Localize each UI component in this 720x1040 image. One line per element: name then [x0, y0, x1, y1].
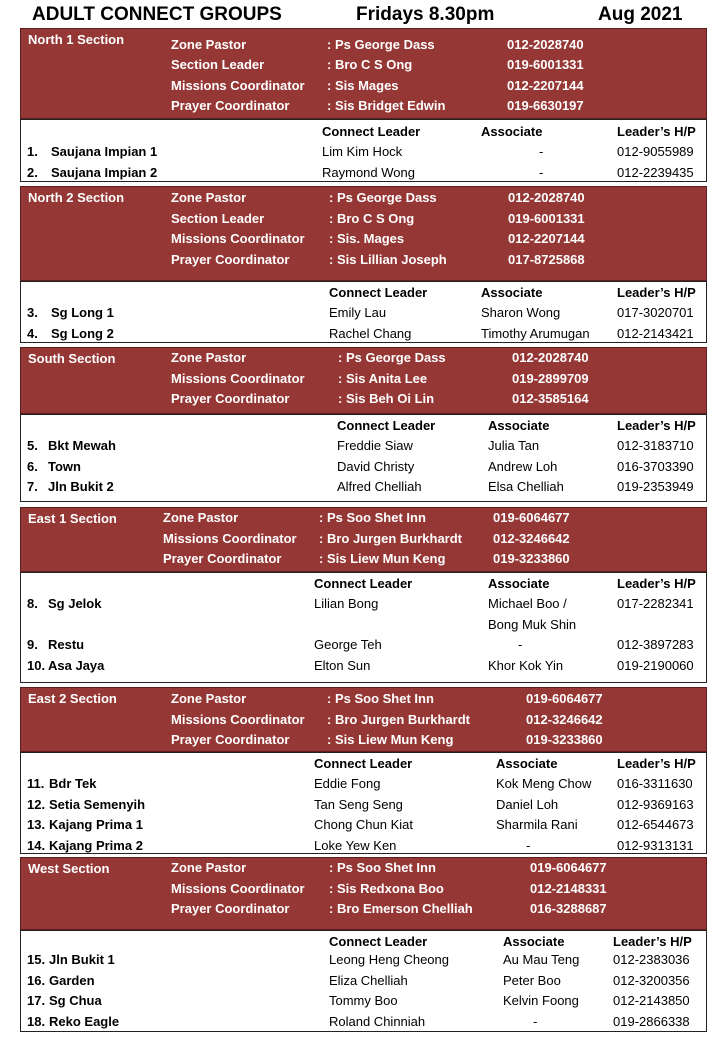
group-number: 3.	[27, 305, 38, 320]
group-number: 1.	[27, 144, 38, 159]
col-header-associate: Associate	[496, 756, 558, 771]
group-row	[21, 838, 706, 858]
section-role-row	[21, 712, 706, 732]
group-number: 18.	[27, 1013, 46, 1029]
leader-phone: 012-3200356	[613, 972, 690, 988]
table-header	[21, 756, 706, 774]
schedule-date: Aug 2021	[598, 4, 683, 25]
group-name: Kajang Prima 2	[49, 837, 143, 853]
connect-leader: Eddie Fong	[314, 776, 381, 791]
role-person: : Ps Soo Shet Inn	[327, 691, 434, 706]
connect-leader: Chong Chun Kiat	[314, 817, 414, 832]
group-number: 5.	[27, 438, 38, 453]
role-phone: 012-2207144	[507, 77, 584, 93]
section-role-row	[21, 57, 706, 77]
role-phone: 016-3288687	[530, 901, 607, 916]
role-label: Missions Coordinator	[163, 530, 297, 546]
role-label: Section Leader	[171, 57, 265, 73]
col-header-associate: Associate	[481, 124, 543, 139]
group-row	[21, 305, 706, 325]
role-phone: 019-3233860	[493, 551, 570, 566]
associate: -	[539, 144, 544, 159]
table-header	[21, 418, 706, 436]
group-row	[21, 479, 706, 499]
group-name: Sg Jelok	[48, 596, 102, 611]
section-role-row	[21, 98, 706, 118]
section-title: South Section	[28, 351, 116, 366]
group-row	[21, 973, 706, 993]
connect-leader: Tommy Boo	[329, 993, 398, 1008]
section-role-row	[21, 551, 706, 571]
col-header-leader-hp: Leader’s H/P	[617, 285, 696, 300]
leader-phone: 012-2143421	[617, 325, 694, 341]
leader-phone: 017-3020701	[617, 305, 694, 320]
group-number: 4.	[27, 325, 38, 341]
role-phone: 012-2207144	[508, 231, 585, 246]
role-label: Zone Pastor	[171, 350, 247, 365]
col-header-associate: Associate	[488, 418, 550, 433]
section-band	[20, 28, 707, 119]
section-role-row	[21, 350, 706, 370]
role-person: : Bro Jurgen Burkhardt	[327, 711, 471, 727]
role-person: : Bro C S Ong	[327, 57, 413, 73]
associate: Daniel Loh	[496, 796, 559, 812]
leader-phone: 012-9313131	[617, 837, 694, 853]
role-phone: 019-6064677	[526, 691, 603, 706]
group-number: 6.	[27, 458, 38, 474]
associate: -	[539, 164, 544, 180]
table-header	[21, 124, 706, 142]
role-person: : Sis. Mages	[329, 231, 405, 246]
col-header-leader-hp: Leader’s H/P	[617, 576, 696, 591]
leader-phone: 019-2866338	[613, 1013, 690, 1029]
section-role-row	[21, 37, 706, 57]
group-row	[21, 637, 706, 657]
role-person: : Sis Bridget Edwin	[327, 97, 446, 113]
col-header-leader-hp: Leader’s H/P	[617, 418, 696, 433]
role-label: Missions Coordinator	[171, 77, 305, 93]
group-name: Setia Semenyih	[49, 796, 146, 812]
col-header-connect-leader: Connect Leader	[329, 934, 428, 949]
group-name: Asa Jaya	[48, 657, 105, 673]
group-name: Town	[48, 458, 81, 474]
role-person: : Ps George Dass	[327, 37, 435, 52]
associate: Khor Kok Yin	[488, 657, 564, 673]
connect-leader: Loke Yew Ken	[314, 837, 397, 853]
connect-leader: David Christy	[337, 458, 415, 474]
connect-leader: Tan Seng Seng	[314, 796, 403, 812]
associate: Kok Meng Chow	[496, 776, 592, 791]
role-label: Missions Coordinator	[171, 880, 305, 896]
connect-leader: Leong Heng Cheong	[329, 952, 449, 967]
role-phone: 012-3246642	[526, 711, 603, 727]
role-person: : Sis Liew Mun Keng	[327, 732, 454, 747]
col-header-leader-hp: Leader’s H/P	[617, 756, 696, 771]
group-row	[21, 797, 706, 817]
section-role-row	[21, 391, 706, 411]
section-role-row	[21, 78, 706, 98]
leader-phone: 017-2282341	[617, 596, 694, 611]
group-name: Jln Bukit 2	[48, 479, 114, 494]
meeting-time: Fridays 8.30pm	[356, 4, 495, 25]
col-header-connect-leader: Connect Leader	[322, 124, 421, 139]
section-role-row	[21, 881, 706, 901]
role-label: Prayer Coordinator	[171, 97, 290, 113]
role-person: : Ps George Dass	[338, 350, 446, 365]
section-role-row	[21, 732, 706, 752]
associate: -	[533, 1013, 538, 1029]
section-band	[20, 347, 707, 414]
role-person: : Ps Soo Shet Inn	[319, 510, 426, 525]
group-name: Garden	[49, 972, 95, 988]
associate: -	[526, 837, 531, 853]
leader-phone: 016-3703390	[617, 458, 694, 474]
role-phone: 019-6001331	[507, 57, 584, 73]
group-number: 13.	[27, 817, 46, 832]
section-title: West Section	[28, 861, 110, 876]
group-row	[21, 776, 706, 796]
col-header-associate: Associate	[488, 576, 550, 591]
group-row	[21, 326, 706, 346]
group-number: 10.	[27, 657, 46, 673]
role-phone: 012-2148331	[530, 880, 607, 896]
role-person: : Sis Liew Mun Keng	[319, 551, 446, 566]
role-label: Zone Pastor	[171, 691, 247, 706]
group-name: Bdr Tek	[49, 776, 97, 791]
role-person: : Ps Soo Shet Inn	[329, 860, 436, 875]
section-role-row	[21, 190, 706, 210]
group-number: 9.	[27, 637, 38, 652]
role-person: : Sis Mages	[327, 77, 399, 93]
role-label: Section Leader	[171, 210, 265, 226]
leader-phone: 019-2190060	[617, 657, 694, 673]
connect-leader: Alfred Chelliah	[337, 479, 422, 494]
group-row	[21, 817, 706, 837]
role-person: : Sis Lillian Joseph	[329, 251, 447, 267]
group-name: Bkt Mewah	[48, 438, 116, 453]
section-band	[20, 687, 707, 752]
connect-leader: Rachel Chang	[329, 325, 412, 341]
section-title: North 1 Section	[28, 32, 125, 47]
role-label: Zone Pastor	[171, 860, 247, 875]
role-label: Zone Pastor	[171, 37, 247, 52]
role-label: Prayer Coordinator	[163, 551, 282, 566]
group-number: 8.	[27, 596, 38, 611]
role-label: Prayer Coordinator	[171, 391, 290, 406]
col-header-connect-leader: Connect Leader	[314, 576, 413, 591]
section-title: North 2 Section	[28, 190, 125, 205]
section-role-row	[21, 371, 706, 391]
group-name: Sg Chua	[49, 993, 102, 1008]
role-phone: 012-3246642	[493, 530, 570, 546]
associate: Timothy Arumugan	[481, 325, 590, 341]
groups-table	[20, 572, 707, 683]
group-row	[21, 165, 706, 185]
section-role-row	[21, 510, 706, 530]
leader-phone: 012-2383036	[613, 952, 690, 967]
section-band	[20, 507, 707, 572]
section-role-row	[21, 231, 706, 251]
connect-leader: Emily Lau	[329, 305, 387, 320]
role-person: : Bro Emerson Chelliah	[329, 901, 473, 916]
group-name: Jln Bukit 1	[49, 952, 115, 967]
associate: Bong Muk Shin	[488, 616, 577, 632]
page-title: ADULT CONNECT GROUPS	[32, 4, 282, 25]
col-header-associate: Associate	[481, 285, 543, 300]
section-role-row	[21, 901, 706, 921]
group-row	[21, 1014, 706, 1034]
role-label: Missions Coordinator	[171, 711, 305, 727]
connect-leader: Raymond Wong	[322, 164, 415, 180]
section-role-row	[21, 860, 706, 880]
leader-phone: 012-6544673	[617, 817, 694, 832]
role-phone: 019-6001331	[508, 210, 585, 226]
groups-table	[20, 119, 707, 182]
section-role-row	[21, 252, 706, 272]
role-person: : Ps George Dass	[329, 190, 437, 205]
group-number: 2.	[27, 164, 38, 180]
col-header-leader-hp: Leader’s H/P	[613, 934, 692, 949]
role-person: : Sis Anita Lee	[338, 370, 428, 386]
role-phone: 012-2028740	[507, 37, 584, 52]
section-title: East 1 Section	[28, 511, 117, 526]
section-band	[20, 186, 707, 281]
role-label: Prayer Coordinator	[171, 251, 290, 267]
associate: Sharmila Rani	[496, 817, 578, 832]
table-header	[21, 285, 706, 303]
associate: Sharon Wong	[481, 305, 561, 320]
associate: Au Mau Teng	[503, 952, 580, 967]
section-role-row	[21, 691, 706, 711]
group-name: Sg Long 2	[51, 325, 114, 341]
groups-table	[20, 752, 707, 854]
group-row	[21, 596, 706, 616]
leader-phone: 012-2239435	[617, 164, 694, 180]
connect-leader: Elton Sun	[314, 657, 371, 673]
group-name: Restu	[48, 637, 85, 652]
leader-phone: 012-9369163	[617, 796, 694, 812]
col-header-associate: Associate	[503, 934, 565, 949]
role-person: : Sis Redxona Boo	[329, 880, 444, 896]
group-row	[21, 144, 706, 164]
role-person: : Bro C S Ong	[329, 210, 415, 226]
role-person: : Sis Beh Oi Lin	[338, 391, 435, 406]
associate: Julia Tan	[488, 438, 540, 453]
col-header-connect-leader: Connect Leader	[337, 418, 436, 433]
associate: Michael Boo /	[488, 596, 567, 611]
groups-table	[20, 930, 707, 1032]
leader-phone: 019-2353949	[617, 479, 694, 494]
group-number: 17.	[27, 993, 46, 1008]
group-number: 11.	[27, 776, 45, 791]
role-phone: 019-6064677	[493, 510, 570, 525]
group-row	[21, 658, 706, 678]
leader-phone: 012-3897283	[617, 637, 694, 652]
role-phone: 019-6064677	[530, 860, 607, 875]
group-row	[21, 952, 706, 972]
section-band	[20, 857, 707, 930]
group-number: 15.	[27, 952, 46, 967]
group-row	[21, 617, 706, 637]
associate: Peter Boo	[503, 972, 561, 988]
table-header	[21, 576, 706, 594]
role-label: Prayer Coordinator	[171, 901, 290, 916]
leader-phone: 012-9055989	[617, 144, 694, 159]
role-person: : Bro Jurgen Burkhardt	[319, 530, 463, 546]
associate: Elsa Chelliah	[488, 479, 564, 494]
group-name: Reko Eagle	[49, 1013, 120, 1029]
col-header-connect-leader: Connect Leader	[314, 756, 413, 771]
associate: Andrew Loh	[488, 458, 558, 474]
group-number: 14.	[27, 837, 46, 853]
leader-phone: 012-2143850	[613, 993, 690, 1008]
group-number: 16.	[27, 972, 46, 988]
connect-leader: Lim Kim Hock	[322, 144, 403, 159]
col-header-connect-leader: Connect Leader	[329, 285, 428, 300]
groups-table	[20, 281, 707, 343]
connect-leader: Freddie Siaw	[337, 438, 413, 453]
group-name: Kajang Prima 1	[49, 817, 143, 832]
leader-phone: 016-3311630	[617, 776, 693, 791]
section-title: East 2 Section	[28, 691, 117, 706]
group-number: 7.	[27, 479, 38, 494]
group-row	[21, 993, 706, 1013]
role-phone: 012-3585164	[512, 391, 589, 406]
role-phone: 012-2028740	[508, 190, 585, 205]
group-name: Saujana Impian 1	[51, 144, 158, 159]
section-role-row	[21, 531, 706, 551]
groups-table	[20, 414, 707, 502]
role-label: Zone Pastor	[163, 510, 239, 525]
role-label: Prayer Coordinator	[171, 732, 290, 747]
role-phone: 019-2899709	[512, 370, 589, 386]
group-row	[21, 438, 706, 458]
col-header-leader-hp: Leader’s H/P	[617, 124, 696, 139]
section-role-row	[21, 211, 706, 231]
role-label: Missions Coordinator	[171, 370, 305, 386]
connect-leader: George Teh	[314, 637, 382, 652]
role-label: Missions Coordinator	[171, 231, 305, 246]
associate: -	[518, 637, 523, 652]
role-phone: 019-3233860	[526, 732, 603, 747]
group-name: Saujana Impian 2	[51, 164, 158, 180]
group-number: 12.	[27, 796, 46, 812]
leader-phone: 012-3183710	[617, 438, 694, 453]
role-phone: 019-6630197	[507, 97, 584, 113]
group-row	[21, 459, 706, 479]
group-name: Sg Long 1	[51, 305, 114, 320]
connect-leader: Eliza Chelliah	[329, 972, 408, 988]
role-phone: 012-2028740	[512, 350, 589, 365]
connect-leader: Lilian Bong	[314, 596, 379, 611]
role-label: Zone Pastor	[171, 190, 247, 205]
connect-leader: Roland Chinniah	[329, 1013, 426, 1029]
associate: Kelvin Foong	[503, 993, 579, 1008]
role-phone: 017-8725868	[508, 251, 585, 267]
table-header	[21, 934, 706, 952]
